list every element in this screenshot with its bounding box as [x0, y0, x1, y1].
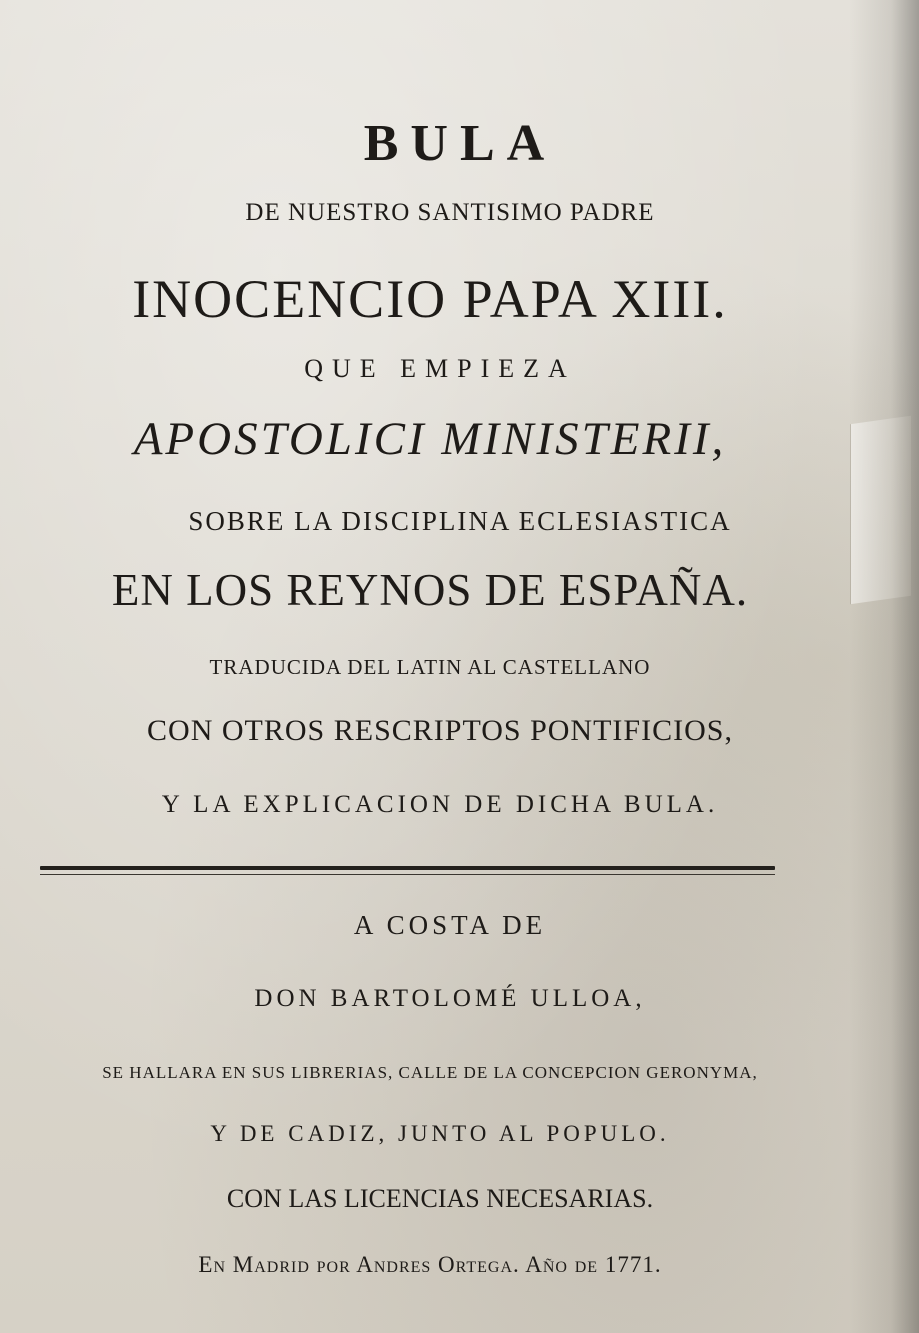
imprint-a-costa: A COSTA DE	[353, 910, 547, 940]
title-que-empieza: QUE EMPIEZA	[304, 354, 576, 383]
title-translation-note: TRADUCIDA DEL LATIN AL CASTELLANO	[209, 655, 651, 679]
imprint-cadiz: Y DE CADIZ, JUNTO AL POPULO.	[210, 1121, 670, 1146]
title-latin-incipit: APOSTOLICI MINISTERII,	[133, 413, 727, 465]
imprint-bookshop: SE HALLARA EN SUS LIBRERIAS, CALLE DE LA CONCEPCION GERONYMA,	[102, 1063, 758, 1082]
title-pope-name: INOCENCIO PAPA XIII.	[132, 269, 728, 329]
imprint-licenses: CON LAS LICENCIAS NECESARIAS.	[226, 1184, 654, 1213]
title-kingdoms: EN LOS REYNOS DE ESPAÑA.	[111, 565, 749, 615]
title-subtitle: DE NUESTRO SANTISIMO PADRE	[245, 199, 655, 226]
imprint-publisher: DON BARTOLOMÉ ULLOA,	[254, 985, 646, 1012]
divider-rule	[40, 866, 775, 870]
title-rescripts: CON OTROS RESCRIPTOS PONTIFICIOS,	[147, 714, 733, 747]
divider-rule-thin	[40, 874, 775, 875]
imprint-printer-date: En Madrid por Andres Ortega. Año de 1771.	[198, 1252, 662, 1277]
title-bula: BULA	[363, 115, 557, 172]
title-subject: SOBRE LA DISCIPLINA ECLESIASTICA	[188, 506, 732, 536]
title-explanation: Y LA EXPLICACION DE DICHA BULA.	[161, 791, 719, 818]
